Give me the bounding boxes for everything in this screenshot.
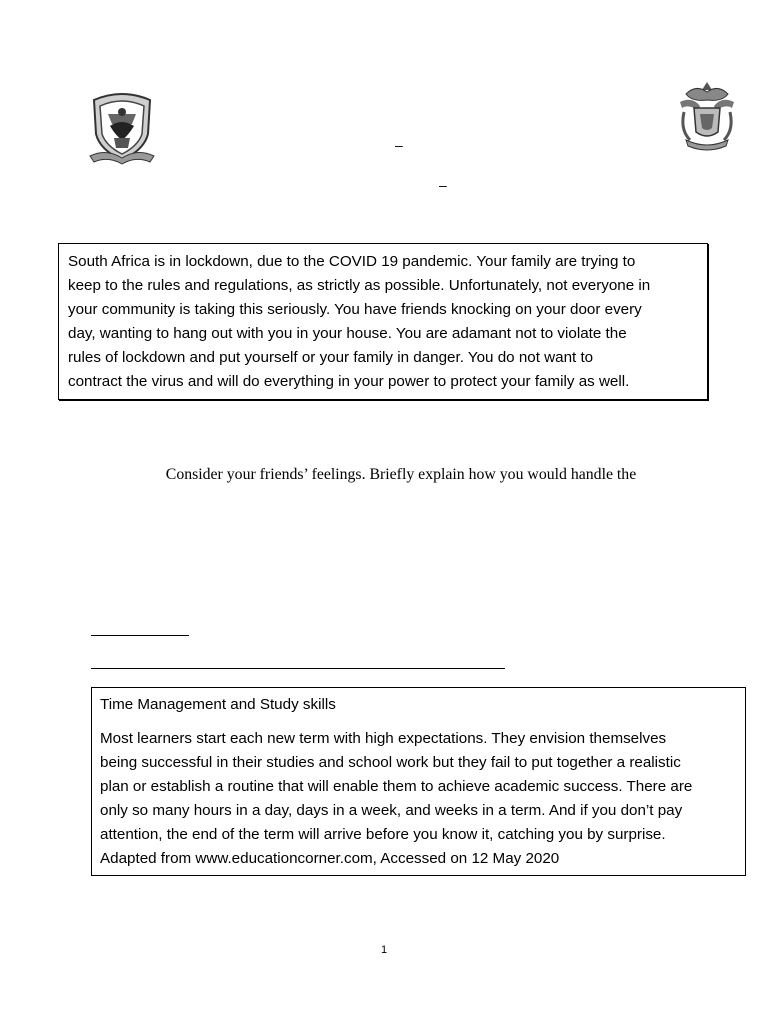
scenario-line: your community is taking this seriously. You have friends knocking on your door every: [68, 301, 642, 318]
header-dash-1: –: [395, 137, 403, 153]
info-line: attention, the end of the term will arrive before you know it, catching you by surprise.: [100, 826, 666, 843]
scenario-line: day, wanting to hang out with you in your house. You are adamant not to violate the: [68, 325, 627, 342]
scenario-box: [58, 243, 708, 400]
info-box: [91, 687, 746, 876]
info-line: plan or establish a routine that will enable them to achieve academic success. There are: [100, 778, 693, 795]
school-crest-icon: [88, 90, 156, 166]
answer-line-short: [91, 635, 189, 636]
coat-of-arms-icon: [676, 80, 738, 152]
scenario-line: contract the virus and will do everything in your power to protect your family as well.: [68, 373, 630, 390]
scenario-line: South Africa is in lockdown, due to the COVID 19 pandemic. Your family are trying to: [68, 253, 636, 270]
question-text: Consider your friends’ feelings. Briefly explain how you would handle the: [165, 466, 637, 483]
info-box-title: Time Management and Study skills: [100, 696, 336, 713]
scenario-line: rules of lockdown and put yourself or your family in danger. You do not want to: [68, 349, 594, 366]
answer-line-long: [91, 668, 505, 669]
page-number: 1: [380, 944, 388, 956]
info-line: being successful in their studies and school work but they fail to put together a realistic: [100, 754, 681, 771]
header-dash-2: –: [439, 177, 447, 193]
info-line: Most learners start each new term with high expectations. They envision themselves: [100, 730, 667, 747]
scenario-line: keep to the rules and regulations, as strictly as possible. Unfortunately, not everyone in: [68, 277, 651, 294]
info-line: only so many hours in a day, days in a week, and weeks in a term. And if you don’t pay: [100, 802, 683, 819]
info-source: Adapted from www.educationcorner.com, Accessed on 12 May 2020: [100, 850, 560, 867]
